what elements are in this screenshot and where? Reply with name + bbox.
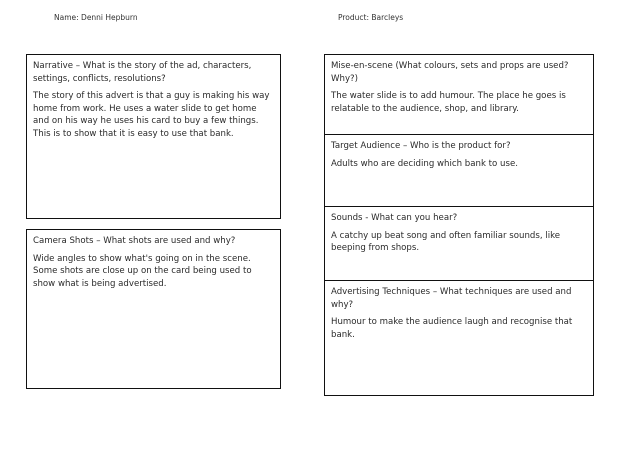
narrative-question: Narrative – What is the story of the ad, characters, settings, conflicts, resolutions?: [33, 61, 252, 84]
sounds-question: Sounds - What can you hear?: [331, 213, 458, 223]
advertising-techniques-answer: Humour to make the audience laugh and recognise that bank.: [331, 317, 573, 340]
camera-shots-answer: Wide angles to show what's going on in the scene. Some shots are close up on the card being used to show what is being advertised.: [33, 253, 252, 289]
target-audience-question: Target Audience – Who is the product for?: [331, 141, 511, 151]
camera-shots-question: Camera Shots – What shots are used and why?: [33, 236, 236, 246]
mise-en-scene-question: Mise-en-scene (What colours, sets and props are used? Why?): [331, 61, 569, 84]
mise-en-scene-box: [324, 54, 594, 136]
sounds-answer: A catchy up beat song and often familiar sounds, like beeping from shops.: [331, 230, 561, 254]
product-name: Product: Barcleys: [338, 13, 404, 22]
narrative-answer: The story of this advert is that a guy is making his way home from work. He uses a water slide to get home and on his way he uses his card to buy a few things. This is to show that it is easy to use that bank.: [33, 91, 270, 139]
student-name: Name: Denni Hepburn: [54, 13, 138, 22]
target-audience-answer: Adults who are deciding which bank to use.: [331, 158, 518, 169]
mise-en-scene-answer: The water slide is to add humour. The place he goes is relatable to the audience, shop, and library.: [331, 91, 566, 114]
sounds-box: [324, 206, 594, 282]
advertising-techniques-question: Advertising Techniques – What techniques are used and why?: [331, 287, 572, 310]
narrative-box: [26, 54, 281, 219]
advertising-techniques-box: [324, 280, 594, 396]
camera-shots-box: [26, 229, 281, 389]
target-audience-box: [324, 134, 594, 208]
